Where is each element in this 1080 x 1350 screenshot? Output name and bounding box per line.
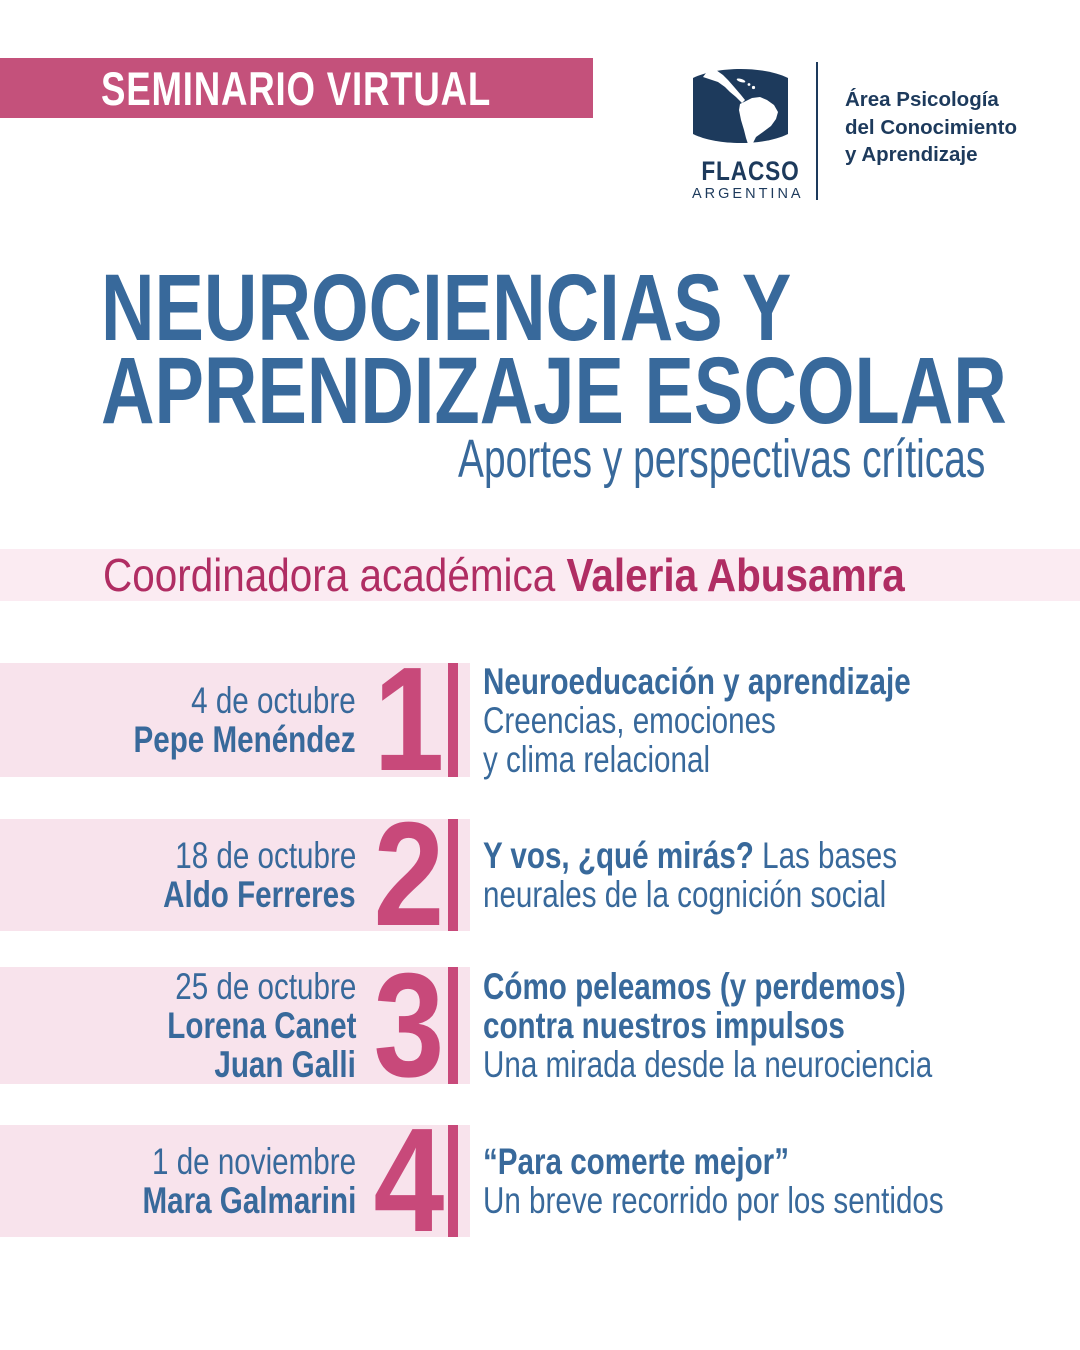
session-number: 3 (373, 942, 444, 1108)
coordinator-name: Valeria Abusamra (566, 549, 905, 601)
flacso-country-label: ARGENTINA (692, 186, 804, 202)
session-number: 1 (373, 637, 444, 802)
flacso-logo-icon (692, 64, 789, 148)
session-3-content: Cómo peleamos (y perdemos) contra nuestros impulsos Una mirada desde la neurociencia (483, 966, 933, 1085)
logo-divider (816, 62, 818, 200)
main-title-line-2: APRENDIZAJE ESCOLAR (101, 338, 1007, 444)
session-accent-bar (448, 819, 458, 931)
session-4-content: “Para comerte mejor” Un breve recorrido por los sentidos (483, 1141, 944, 1221)
session-date: 25 de octubre (174, 966, 356, 1007)
coordinator-text (103, 548, 905, 602)
session-number: 4 (373, 1098, 444, 1263)
main-title-line-1: NEUROCIENCIAS Y (101, 255, 792, 361)
area-line: y Aprendizaje (845, 143, 978, 166)
area-line: del Conocimiento (845, 115, 1017, 139)
area-line: Área Psicología (845, 88, 999, 111)
session-accent-bar (448, 663, 458, 777)
area-name (845, 86, 1017, 169)
session-accent-bar (448, 1125, 458, 1237)
session-speaker: Pepe Menéndez (133, 719, 356, 760)
flacso-wordmark: FLACSO (701, 156, 800, 186)
session-row-1 (0, 637, 1080, 802)
seminar-type-banner (0, 58, 593, 118)
coordinator-label: Coordinadora académica (103, 549, 556, 601)
session-date: 18 de octubre (174, 835, 356, 876)
session-accent-bar (448, 967, 458, 1084)
session-speaker: Juan Galli (214, 1044, 356, 1085)
session-row-2 (0, 792, 1080, 957)
session-date: 1 de noviembre (151, 1141, 356, 1182)
session-1-content: Neuroeducación y aprendizaje Creencias, emociones y clima relacional (483, 660, 911, 780)
session-speaker: Lorena Canet (166, 1005, 356, 1046)
coordinator-band (0, 549, 1080, 601)
session-speaker: Aldo Ferreres (163, 874, 356, 915)
seminar-type-label: SEMINARIO VIRTUAL (101, 61, 492, 115)
session-row-3 (0, 942, 1080, 1108)
subtitle: Aportes y perspectivas críticas (457, 429, 985, 489)
session-2-content: Y vos, ¿qué mirás? Las bases neurales de la cognición social (483, 835, 898, 915)
session-number: 2 (373, 792, 444, 957)
session-row-4 (0, 1098, 1080, 1263)
session-date: 4 de octubre (191, 680, 356, 721)
session-speaker: Mara Galmarini (142, 1180, 356, 1221)
